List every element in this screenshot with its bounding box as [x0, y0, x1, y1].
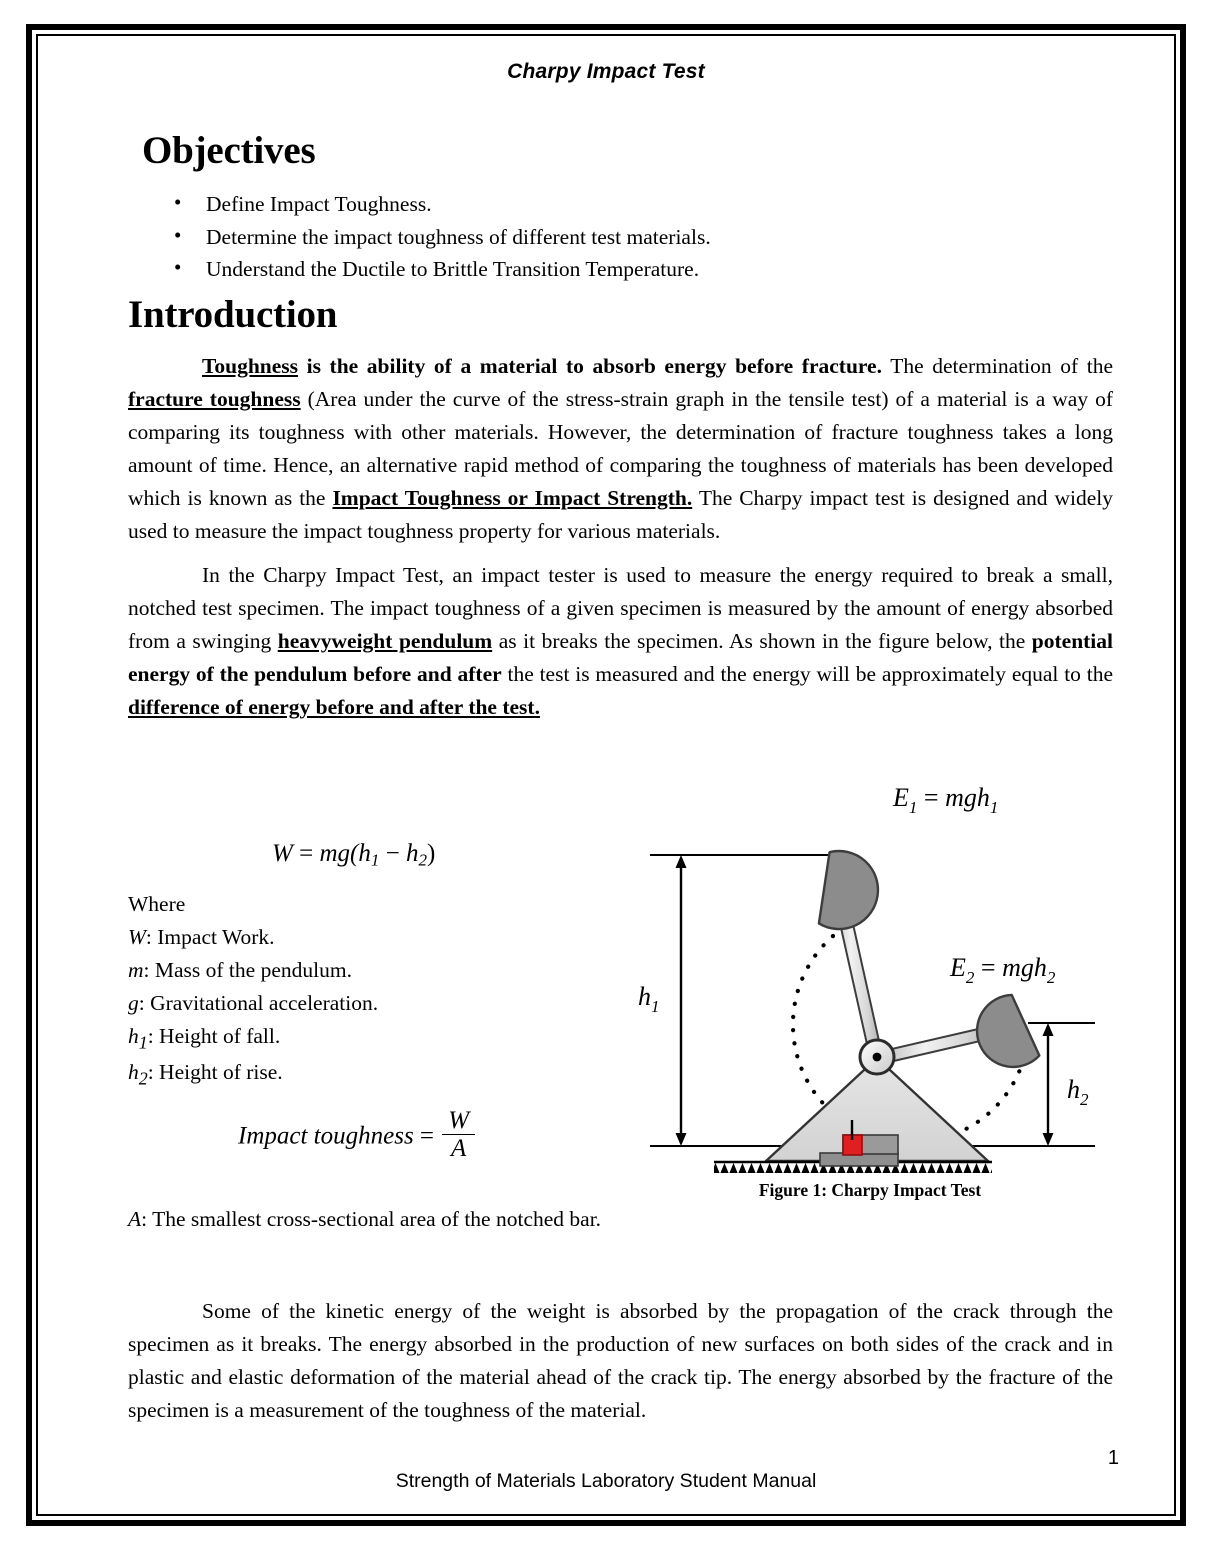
h1-dimension-arrow	[676, 855, 687, 1146]
definition-text-h1: : Height of fall.	[147, 1023, 281, 1048]
page-number: 1	[1107, 1447, 1119, 1469]
fraction-W-over-A	[442, 1108, 475, 1164]
bottom-paragraph-container	[128, 1295, 1113, 1427]
intro-paragraph-2	[128, 559, 1113, 723]
footer-text: Strength of Materials Laboratory Student Manual	[395, 1470, 817, 1492]
charpy-impact-test-figure	[630, 778, 1110, 1203]
charpy-diagram-svg	[630, 778, 1110, 1203]
par1-seg-toughness: Toughness	[202, 354, 299, 379]
eq-work-h2-sub: 2	[418, 850, 427, 870]
eq-work-h2: h	[405, 840, 419, 867]
par1-seg-impact-strength: Impact Toughness or Impact Strength.	[332, 485, 693, 510]
intro-paragraph-3: Some of the kinetic energy of the weight is absorbed by the propagation of the crack through the specimen as it breaks. The energy absorbed in the production of new surfaces on both sides of the crack and in plastic and elastic deformation of the material ahead of the crack tip. The energy absorbed by the fracture of the specimen is a measurement of the toughness of the material.	[128, 1299, 1113, 1422]
where-label: Where	[128, 892, 186, 916]
definition-text-h2: : Height of rise.	[147, 1060, 283, 1085]
eq-toughness-equals: =	[413, 1122, 441, 1150]
figure-label-h2: $h_2$	[1067, 1075, 1089, 1109]
definition-row-h1	[128, 1020, 598, 1057]
document-content	[128, 118, 1113, 724]
list-item: • Understand the Ductile to Brittle Transition Temperature.	[128, 253, 1113, 286]
par1-seg-3: The determination of the	[881, 354, 1113, 379]
figure-caption: Figure 1: Charpy Impact Test	[758, 1180, 982, 1200]
par1-seg-definition: is the ability of a material to absorb energy before fracture.	[298, 354, 882, 379]
pendulum-hammer-risen	[962, 988, 1057, 1082]
intro-paragraph-1	[128, 350, 1113, 547]
pendulum-pivot-hub	[860, 1040, 894, 1074]
pendulum-hammer-raised	[803, 843, 886, 935]
list-item: • Determine the impact toughness of different test materials.	[128, 221, 1113, 254]
eq-work-lhs: W	[272, 840, 293, 867]
where-definitions-block	[128, 888, 598, 1093]
eq-work-rhs-prefix: mg(	[319, 840, 359, 867]
document-header-title: Charpy Impact Test	[507, 60, 705, 83]
figure-label-E2: $E_2 = mgh_2$	[950, 953, 1056, 987]
eq-work-equals: =	[292, 840, 320, 867]
symbol-h2-sub: 2	[138, 1068, 148, 1089]
list-item: • Define Impact Toughness.	[128, 188, 1113, 221]
symbol-W: W	[128, 924, 146, 949]
figure-label-E1: $E_1 = mgh_1$	[893, 783, 999, 817]
fraction-numerator: W	[448, 1107, 470, 1134]
definition-text-g: : Gravitational acceleration.	[138, 990, 379, 1015]
par2-seg-potential-energy: potential energy of the pendulum before and after	[128, 629, 1114, 687]
formula-figure-zone	[0, 778, 1214, 1278]
eq-work-rhs-suffix: )	[426, 840, 436, 867]
area-definition	[128, 1203, 608, 1236]
definition-row-m	[128, 954, 598, 987]
definition-text-m: : Mass of the pendulum.	[143, 957, 352, 982]
equation-impact-toughness	[238, 1107, 477, 1166]
definition-row-g	[128, 987, 598, 1020]
symbol-h1-sub: 1	[138, 1031, 148, 1052]
equation-impact-work	[272, 840, 435, 870]
par1-seg-fracture-toughness: fracture toughness	[128, 386, 301, 411]
eq-toughness-label: Impact toughness	[238, 1122, 414, 1150]
fraction-denominator: A	[442, 1134, 475, 1164]
introduction-heading: Introduction	[128, 293, 338, 337]
area-definition-text: : The smallest cross-sectional area of the notched bar.	[141, 1207, 602, 1231]
symbol-m: m	[128, 957, 144, 982]
objectives-list	[128, 188, 1113, 286]
par2-seg-heavyweight-pendulum: heavyweight pendulum	[277, 629, 493, 654]
par1-seg-5: (Area under the curve of the stress-strain graph in the tensile test) of a material is a way of comparing its toughness with other materials. However, the determination of fracture toughness takes a long amount of time. Hence, an alternative rapid method of comparing the toughness of materials has been developed which is known as the	[128, 386, 1113, 510]
symbol-h2: h	[128, 1060, 139, 1085]
par2-seg-3: as it breaks the specimen. As shown in the figure below, the	[492, 629, 1032, 654]
h2-dimension-arrow	[1043, 1023, 1054, 1146]
par2-seg-difference-energy: difference of energy before and after the test.	[128, 694, 540, 719]
eq-work-h1-sub: 1	[370, 850, 380, 870]
objectives-heading: Objectives	[142, 129, 316, 172]
definition-text-W: : Impact Work.	[145, 924, 275, 949]
definition-row-W	[128, 921, 598, 954]
symbol-A: A	[128, 1207, 142, 1231]
symbol-g: g	[128, 990, 139, 1015]
definition-row-h2	[128, 1056, 598, 1093]
par1-seg-7: The Charpy impact test is designed and widely used to measure the impact toughness property for various materials.	[128, 485, 1113, 543]
figure-label-h1: $h_1$	[638, 982, 660, 1016]
symbol-h1: h	[128, 1023, 139, 1048]
par2-seg-5: the test is measured and the energy will be approximately equal to the	[501, 662, 1113, 687]
par2-seg-1: In the Charpy Impact Test, an impact tester is used to measure the energy required to break a small, notched test specimen. The impact toughness of a given specimen is measured by the amount of energy absorbed from a swinging	[128, 563, 1113, 654]
eq-work-minus: −	[379, 840, 406, 867]
eq-work-h1: h	[358, 840, 371, 867]
